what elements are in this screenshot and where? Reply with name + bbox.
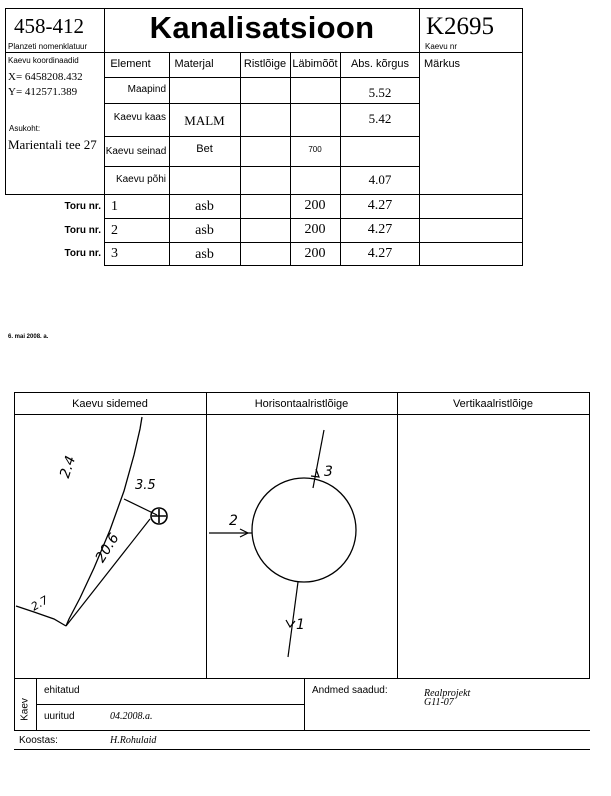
row-element-ground: Maapind bbox=[127, 84, 166, 95]
footer-compiled-label: Koostas: bbox=[19, 735, 58, 746]
date-note: 6. mai 2008. a. bbox=[8, 334, 49, 340]
well-id: K2695 bbox=[426, 13, 495, 40]
footer-data-from-value-1: Realprojekt bbox=[424, 688, 471, 699]
coord-x: X= 6458208.432 bbox=[8, 71, 83, 83]
footer-built-label: ehitatud bbox=[44, 685, 80, 696]
pipe-diameter-3: 200 bbox=[304, 246, 326, 261]
location-label: Asukoht: bbox=[9, 124, 41, 133]
row-diameter-walls: 700 bbox=[308, 145, 322, 154]
pipe-3-line bbox=[313, 430, 324, 488]
col-header-diameter: Läbimõõt bbox=[292, 58, 338, 70]
sketch-dim-3: 20.6 bbox=[92, 530, 123, 566]
pipe-nr-2: 2 bbox=[111, 223, 118, 238]
pipe-label-sketch-2: 2 bbox=[229, 513, 238, 529]
col-header-height: Abs. kõrgus bbox=[350, 58, 410, 70]
footer-data-from-value-2: G11-07 bbox=[424, 697, 454, 708]
pipe-height-3: 4.27 bbox=[367, 246, 393, 261]
sketch-dim-2: 3.5 bbox=[135, 478, 156, 493]
location-value: Marientali tee 27 bbox=[8, 137, 97, 152]
row-height-ground: 5.52 bbox=[368, 85, 392, 100]
well-id-label: Kaevu nr bbox=[425, 42, 458, 51]
panel-title-vertical: Vertikaalristlõige bbox=[452, 398, 534, 410]
pipe-nr-1: 1 bbox=[111, 199, 118, 214]
pipe-label-3: Toru nr. bbox=[64, 248, 101, 259]
sketch-dim-1: 2.4 bbox=[57, 453, 80, 481]
coord-y: Y= 412571.389 bbox=[8, 86, 78, 98]
well-marker-cross bbox=[152, 509, 166, 523]
footer-surveyed-date: 04.2008.a. bbox=[110, 711, 153, 722]
pipe-material-1: asb bbox=[195, 199, 214, 214]
pipe-label-2: Toru nr. bbox=[64, 225, 101, 236]
pipe-diameter-1: 200 bbox=[304, 198, 326, 213]
sheet-number: 458-412 bbox=[14, 14, 84, 38]
pipe-material-2: asb bbox=[195, 223, 214, 238]
row-material-cover: MALM bbox=[184, 113, 225, 128]
footer-side-label: Kaev bbox=[19, 698, 31, 721]
row-element-cover: Kaevu kaas bbox=[113, 112, 166, 123]
pipe-label-1: Toru nr. bbox=[64, 201, 101, 212]
panel-title-connections: Kaevu sidemed bbox=[72, 398, 148, 410]
sheet-number-label: Planzeti nomenklatuur bbox=[8, 42, 88, 51]
footer-data-from-label: Andmed saadud: bbox=[312, 685, 388, 696]
sketch-dim-4: 2.7 bbox=[28, 593, 51, 614]
pipe-height-2: 4.27 bbox=[367, 222, 393, 237]
pipe-diameter-2: 200 bbox=[304, 222, 326, 237]
row-height-cover: 5.42 bbox=[368, 111, 392, 126]
panel-title-horizontal: Horisontaalristlõige bbox=[254, 398, 349, 410]
row-material-walls: Bet bbox=[196, 143, 213, 155]
horizontal-section-sketch bbox=[207, 415, 397, 678]
well-circle bbox=[252, 478, 356, 582]
row-element-walls: Kaevu seinad bbox=[105, 146, 167, 157]
col-header-material: Materjal bbox=[174, 58, 214, 70]
row-element-bottom: Kaevu põhi bbox=[115, 174, 166, 185]
pipe-1-arrow bbox=[286, 620, 295, 627]
pipe-label-sketch-3: 3 bbox=[324, 464, 333, 480]
pipe-label-sketch-1: 1 bbox=[296, 617, 305, 633]
coords-label: Kaevu koordinaadid bbox=[8, 56, 79, 65]
pipe-height-1: 4.27 bbox=[367, 198, 393, 213]
footer-compiled-by: H.Rohulaid bbox=[110, 735, 157, 746]
footer-surveyed-label: uuritud bbox=[44, 711, 75, 722]
boundary-line-upper bbox=[66, 417, 142, 626]
row-height-bottom: 4.07 bbox=[368, 172, 392, 187]
pipe-material-3: asb bbox=[195, 247, 214, 262]
page-title: Kanalisatsioon bbox=[149, 10, 375, 45]
pipe-nr-3: 3 bbox=[111, 246, 118, 261]
col-header-section: Ristlõige bbox=[243, 58, 287, 70]
col-header-element: Element bbox=[110, 58, 151, 70]
col-header-remarks: Märkus bbox=[424, 58, 461, 70]
